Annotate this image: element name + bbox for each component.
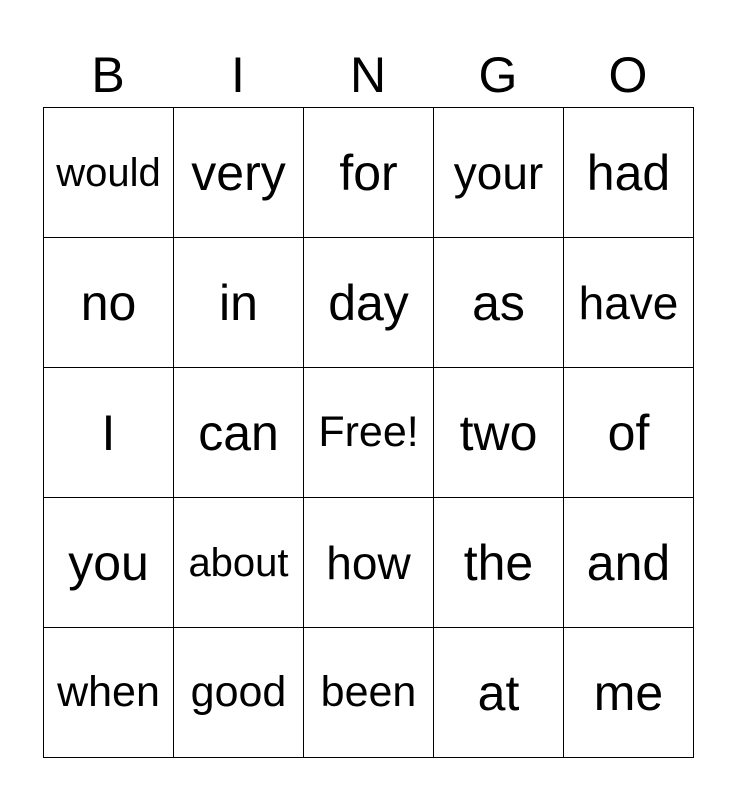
bingo-cell-r4-c3: how [304,498,434,628]
bingo-header [43,44,693,106]
bingo-cell-r5-c4: at [434,628,564,758]
bingo-cell-r2-c5: have [564,238,694,368]
bingo-cell-r4-c5: and [564,498,694,628]
bingo-cell-r2-c3: day [304,238,434,368]
bingo-cell-r1-c5: had [564,108,694,238]
bingo-cell-r5-c1: when [44,628,174,758]
header-letter-i: I [231,47,245,103]
header-letter-n: N [349,47,387,103]
bingo-cell-r1-c1: would [44,108,174,238]
bingo-cell-r5-c5: me [564,628,694,758]
bingo-cell-r3-c2: can [174,368,304,498]
bingo-cell-r1-c4: your [434,108,564,238]
bingo-cell-r2-c1: no [44,238,174,368]
bingo-cell-r3-c5: of [564,368,694,498]
bingo-grid [43,107,694,758]
free-space-cell: Free! [304,368,434,498]
header-letter-b: B [91,47,125,103]
bingo-cell-r3-c1: I [44,368,174,498]
bingo-cell-r4-c2: about [174,498,304,628]
bingo-cell-r1-c2: very [174,108,304,238]
bingo-cell-r5-c2: good [174,628,304,758]
bingo-cell-r2-c4: as [434,238,564,368]
bingo-cell-r1-c3: for [304,108,434,238]
bingo-cell-r5-c3: been [304,628,434,758]
bingo-cell-r3-c4: two [434,368,564,498]
header-letter-g: G [478,47,518,103]
bingo-cell-r4-c1: you [44,498,174,628]
header-letter-o: O [608,47,648,103]
bingo-cell-r4-c4: the [434,498,564,628]
bingo-cell-r2-c2: in [174,238,304,368]
